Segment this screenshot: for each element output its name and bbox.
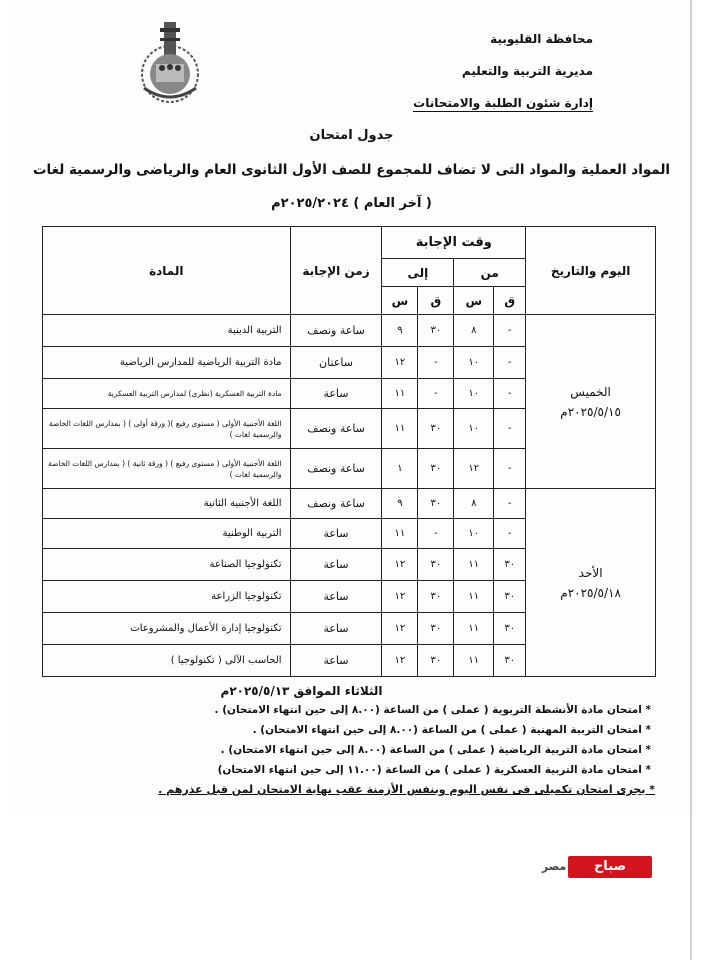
list-item: * امتحان التربية المهنية ( عملى ) من الساعة (٨.٠٠ إلى حين انتهاء الامتحان) . (252, 724, 651, 736)
subject-cell: مادة التربية الرياضية للمدارس الرياضية (43, 347, 291, 379)
subject-cell: تكنولوجيا إدارة الأعمال والمشروعات (43, 613, 291, 645)
to-minute-cell: ٣٠ (418, 549, 454, 581)
subject-cell: التربية الدينية (43, 315, 291, 347)
day-name: الخميس (570, 384, 611, 399)
header-to: إلى (382, 259, 454, 287)
subject-cell: الحاسب الآلى ( تكنولوجيا ) (43, 645, 291, 677)
to-hour-cell: ٩ (382, 315, 418, 347)
list-item: * امتحان مادة التربية العسكرية ( عملى ) من الساعة (١١.٠٠ إلى حين انتهاء الامتحان) (217, 764, 651, 776)
from-minute-cell: ٣٠ (494, 549, 526, 581)
duration-cell: ساعة (290, 613, 382, 645)
day-date: ٢٠٢٥/٥/١٥م (560, 404, 621, 419)
from-minute-cell: - (494, 519, 526, 549)
to-hour-cell: ١٢ (382, 549, 418, 581)
header-answer-time: وقت الإجابة (382, 227, 526, 259)
from-hour-cell: ١٠ (454, 519, 494, 549)
day-cell (526, 489, 656, 677)
from-minute-cell: - (494, 315, 526, 347)
duration-cell: ساعة ونصف (290, 315, 382, 347)
from-minute-cell: ٣٠ (494, 613, 526, 645)
to-minute-cell: ٣٠ (418, 581, 454, 613)
subject-cell: التربية الوطنية (43, 519, 291, 549)
to-hour-cell: ١٢ (382, 347, 418, 379)
header-from-hour: س (454, 287, 494, 315)
to-minute-cell: - (418, 379, 454, 409)
to-minute-cell: ٣٠ (418, 613, 454, 645)
from-hour-cell: ١١ (454, 581, 494, 613)
subject-cell: تكنولوجيا الزراعة (43, 581, 291, 613)
subject-cell: اللغة الأجنبية الثانية (43, 489, 291, 519)
header-from-minute: ق (494, 287, 526, 315)
from-hour-cell: ١١ (454, 549, 494, 581)
from-hour-cell: ٨ (454, 315, 494, 347)
header-to-hour: س (382, 287, 418, 315)
from-minute-cell: - (494, 347, 526, 379)
duration-cell: ساعة (290, 549, 382, 581)
subject-cell: اللغة الأجنبية الأولى ( مستوى رفيع )( ورقة أولى ) ( بمدارس اللغات الخاصة والرسمية لغات ) (43, 409, 291, 449)
subject-cell: مادة التربية العسكرية (نظرى) لمدارس التربية العسكرية (43, 379, 291, 409)
header-duration: زمن الإجابة (290, 227, 382, 315)
directorate-name: مديرية التربية والتعليم (461, 64, 593, 78)
from-minute-cell: - (494, 489, 526, 519)
subject-cell: اللغة الأجنبية الأولى ( مستوى رفيع ) ( ورقة ثانية ) ( بمدارس اللغات الخاصة والرسمية لغات ) (43, 449, 291, 489)
schedule-year: ( آخر العام ) ٢٠٢٥/٢٠٢٤م (271, 196, 432, 211)
schedule-title: جدول امتحان (309, 128, 394, 143)
from-hour-cell: ١٠ (454, 347, 494, 379)
duration-cell: ساعة ونصف (290, 449, 382, 489)
to-hour-cell: ١ (382, 449, 418, 489)
notes-footer: * يجرى امتحان تكميلى فى نفس اليوم وبنفس الأزمنة عقب نهاية الامتحان لمن قبل عذرهم . (158, 783, 655, 796)
header-subject: المادة (43, 227, 291, 315)
table-row (43, 315, 656, 347)
site-logo (540, 856, 652, 878)
to-hour-cell: ١١ (382, 519, 418, 549)
from-hour-cell: ١٢ (454, 449, 494, 489)
site-logo-suffix: مصر (541, 860, 567, 873)
to-hour-cell: ١١ (382, 379, 418, 409)
header-from: من (454, 259, 526, 287)
to-minute-cell: - (418, 519, 454, 549)
from-minute-cell: - (494, 379, 526, 409)
day-name: الأحد (578, 565, 603, 580)
day-cell (526, 315, 656, 489)
duration-cell: ساعة (290, 581, 382, 613)
to-hour-cell: ٩ (382, 489, 418, 519)
ministry-emblem-icon (130, 18, 210, 108)
duration-cell: ساعة ونصف (290, 409, 382, 449)
to-hour-cell: ١٢ (382, 581, 418, 613)
list-item: * امتحان مادة التربية الرياضية ( عملى ) من الساعة (٨.٠٠ إلى حين انتهاء الامتحان) . (220, 744, 651, 756)
from-minute-cell: ٣٠ (494, 645, 526, 677)
from-minute-cell: - (494, 449, 526, 489)
to-minute-cell: ٣٠ (418, 409, 454, 449)
from-hour-cell: ١١ (454, 613, 494, 645)
subject-cell: تكنولوجيا الصناعة (43, 549, 291, 581)
duration-cell: ساعة (290, 645, 382, 677)
notes-list (158, 700, 655, 800)
to-minute-cell: ٣٠ (418, 489, 454, 519)
header-day-date: اليوم والتاريخ (526, 227, 656, 315)
notes-heading: الثلاثاء الموافق ٢٠٢٥/٥/١٣م (220, 684, 383, 698)
list-item: * امتحان مادة الأنشطة التربوية ( عملى ) من الساعة (٨.٠٠ إلى حين انتهاء الامتحان) . (214, 704, 651, 716)
duration-cell: ساعة (290, 379, 382, 409)
to-hour-cell: ١٢ (382, 645, 418, 677)
from-hour-cell: ٨ (454, 489, 494, 519)
header-to-minute: ق (418, 287, 454, 315)
governorate-name: محافظة القليوبية (490, 32, 593, 46)
to-minute-cell: ٣٠ (418, 449, 454, 489)
to-minute-cell: - (418, 347, 454, 379)
to-minute-cell: ٣٠ (418, 645, 454, 677)
duration-cell: ساعة ونصف (290, 489, 382, 519)
from-hour-cell: ١٠ (454, 379, 494, 409)
from-hour-cell: ١١ (454, 645, 494, 677)
from-hour-cell: ١٠ (454, 409, 494, 449)
from-minute-cell: ٣٠ (494, 581, 526, 613)
to-minute-cell: ٣٠ (418, 315, 454, 347)
schedule-subtitle: المواد العملية والمواد التى لا تضاف للمجموع للصف الأول الثانوى العام والرياضى والرسمية لغات (32, 162, 671, 178)
department-name: إدارة شئون الطلبة والامتحانات (413, 96, 593, 110)
to-hour-cell: ١١ (382, 409, 418, 449)
table-row (43, 489, 656, 519)
to-hour-cell: ١٢ (382, 613, 418, 645)
day-date: ٢٠٢٥/٥/١٨م (560, 585, 621, 600)
exam-schedule-table (42, 226, 656, 677)
site-logo-name: صباح (568, 856, 652, 878)
duration-cell: ساعة (290, 519, 382, 549)
duration-cell: ساعتان (290, 347, 382, 379)
from-minute-cell: - (494, 409, 526, 449)
page-edge (690, 0, 692, 960)
